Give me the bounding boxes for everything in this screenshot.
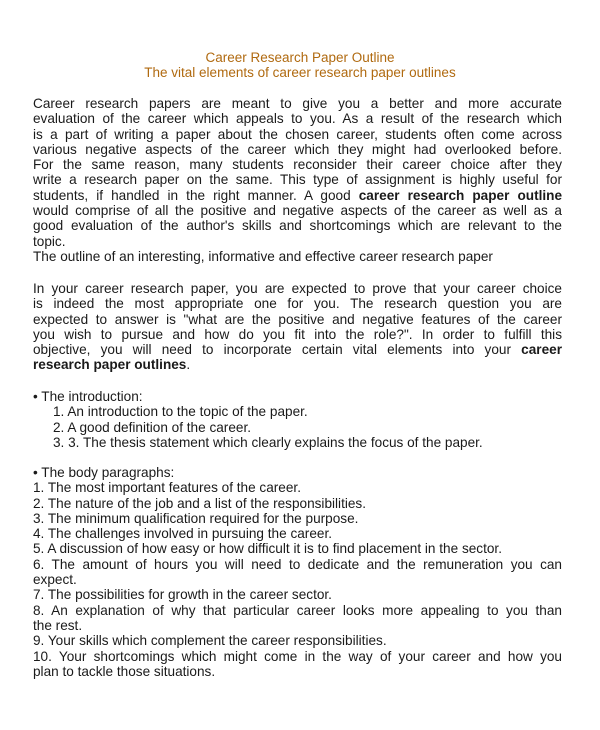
text-segment: expected to answer is "what are the positive and negative features of the career — [33, 311, 562, 327]
text-line — [33, 603, 562, 618]
text-segment: is a part of writing a paper about the chosen career, students often come across — [33, 126, 562, 142]
text-line — [33, 281, 562, 296]
text-segment: 3. 3. The thesis statement which clearly explains the focus of the paper. — [53, 434, 483, 450]
bold-text: research paper outlines — [33, 357, 187, 373]
text-line — [33, 511, 562, 526]
text-line — [33, 296, 562, 311]
bold-text: career research paper outline — [358, 187, 563, 203]
text-line — [33, 327, 562, 342]
text-segment: 2. A good definition of the career. — [53, 419, 252, 435]
text-segment: 5. A discussion of how easy or how difficult it is to find placement in the sector. — [33, 541, 502, 557]
text-segment: 1. An introduction to the topic of the paper. — [53, 404, 308, 420]
text-segment: 2. The nature of the job and a list of the responsibilities. — [33, 495, 367, 511]
text-line — [33, 465, 562, 480]
text-line — [33, 526, 562, 541]
text-segment: 3. The minimum qualification required for the purpose. — [33, 510, 359, 526]
text-segment: 6. The amount of hours you will need to dedicate and the remuneration you can — [33, 556, 562, 572]
text-line — [33, 496, 562, 511]
text-segment: expect. — [33, 572, 77, 588]
text-segment: topic. — [33, 233, 66, 249]
text-segment: students, if handled in the right manner. A good — [33, 187, 359, 203]
document-subtitle: The vital elements of career research paper outlines — [144, 65, 456, 80]
text-segment: 8. An explanation of why that particular career looks more appealing to you than — [33, 602, 562, 618]
text-segment: the rest. — [33, 617, 83, 633]
text-line — [33, 404, 562, 419]
text-segment: 7. The possibilities for growth in the career sector. — [33, 587, 332, 603]
text-line — [33, 618, 562, 633]
text-segment: • The introduction: — [33, 389, 143, 404]
text-segment: 1. The most important features of the career. — [33, 480, 301, 496]
text-line — [33, 142, 562, 157]
text-segment: evaluation of the career which appeals to you. As a result of the research which — [33, 111, 562, 127]
text-segment: would comprise of all the positive and negative aspects of the career as well as a — [33, 203, 562, 219]
text-segment: . — [186, 357, 191, 373]
text-line — [33, 312, 562, 327]
text-segment: various negative aspects of the career which they might had overlooked before. — [33, 141, 562, 157]
text-line — [33, 188, 562, 203]
body-paragraphs-list — [33, 465, 562, 679]
text-line — [33, 249, 562, 264]
text-line — [33, 633, 562, 648]
text-line — [33, 172, 562, 187]
text-line — [33, 480, 562, 495]
text-line — [33, 541, 562, 556]
text-line — [33, 664, 562, 679]
bold-text: career — [521, 342, 562, 358]
text-segment: • The body paragraphs: — [33, 465, 175, 480]
text-segment: write a research paper on the same. This type of assignment is highly useful for — [33, 172, 562, 188]
document-title: Career Research Paper Outline — [205, 50, 395, 65]
text-segment: is indeed the most appropriate one for you. The research question you are — [33, 296, 562, 312]
text-segment: The outline of an interesting, informative and effective career research paper — [33, 248, 493, 264]
text-line — [33, 557, 562, 572]
intro-paragraph — [33, 96, 562, 264]
text-segment: In your career research paper, you are expected to prove that your career choice — [33, 281, 562, 296]
text-segment: For the same reason, many students reconsider their career choice after they — [33, 157, 562, 173]
text-segment: 10. Your shortcomings which might come in the way of your career and how you — [33, 648, 562, 664]
text-line — [33, 96, 562, 111]
question-paragraph — [33, 281, 562, 373]
text-line — [33, 649, 562, 664]
text-line — [33, 342, 562, 357]
text-line — [33, 111, 562, 126]
text-segment: 4. The challenges involved in pursuing the career. — [33, 526, 333, 542]
text-line — [33, 587, 562, 602]
text-line — [33, 203, 562, 218]
text-segment: plan to tackle those situations. — [33, 663, 216, 679]
text-line — [33, 127, 562, 142]
text-line — [33, 572, 562, 587]
text-line — [33, 389, 562, 404]
text-segment: Career research papers are meant to give you a better and more accurate — [33, 96, 562, 111]
text-line — [33, 435, 562, 450]
text-segment: 9. Your skills which complement the career responsibilities. — [33, 633, 387, 649]
text-line — [33, 218, 562, 233]
text-line — [33, 234, 562, 249]
text-segment: you wish to pursue and how do you fit into the role?". In order to fulfill this — [33, 326, 562, 342]
text-line — [33, 157, 562, 172]
text-segment: objective, you will need to incorporate certain vital elements into your — [33, 342, 522, 358]
text-line — [33, 420, 562, 435]
text-segment: good evaluation of the author's skills and shortcomings which are relevant to the — [33, 218, 562, 234]
text-line — [33, 357, 562, 372]
introduction-list — [33, 389, 562, 450]
